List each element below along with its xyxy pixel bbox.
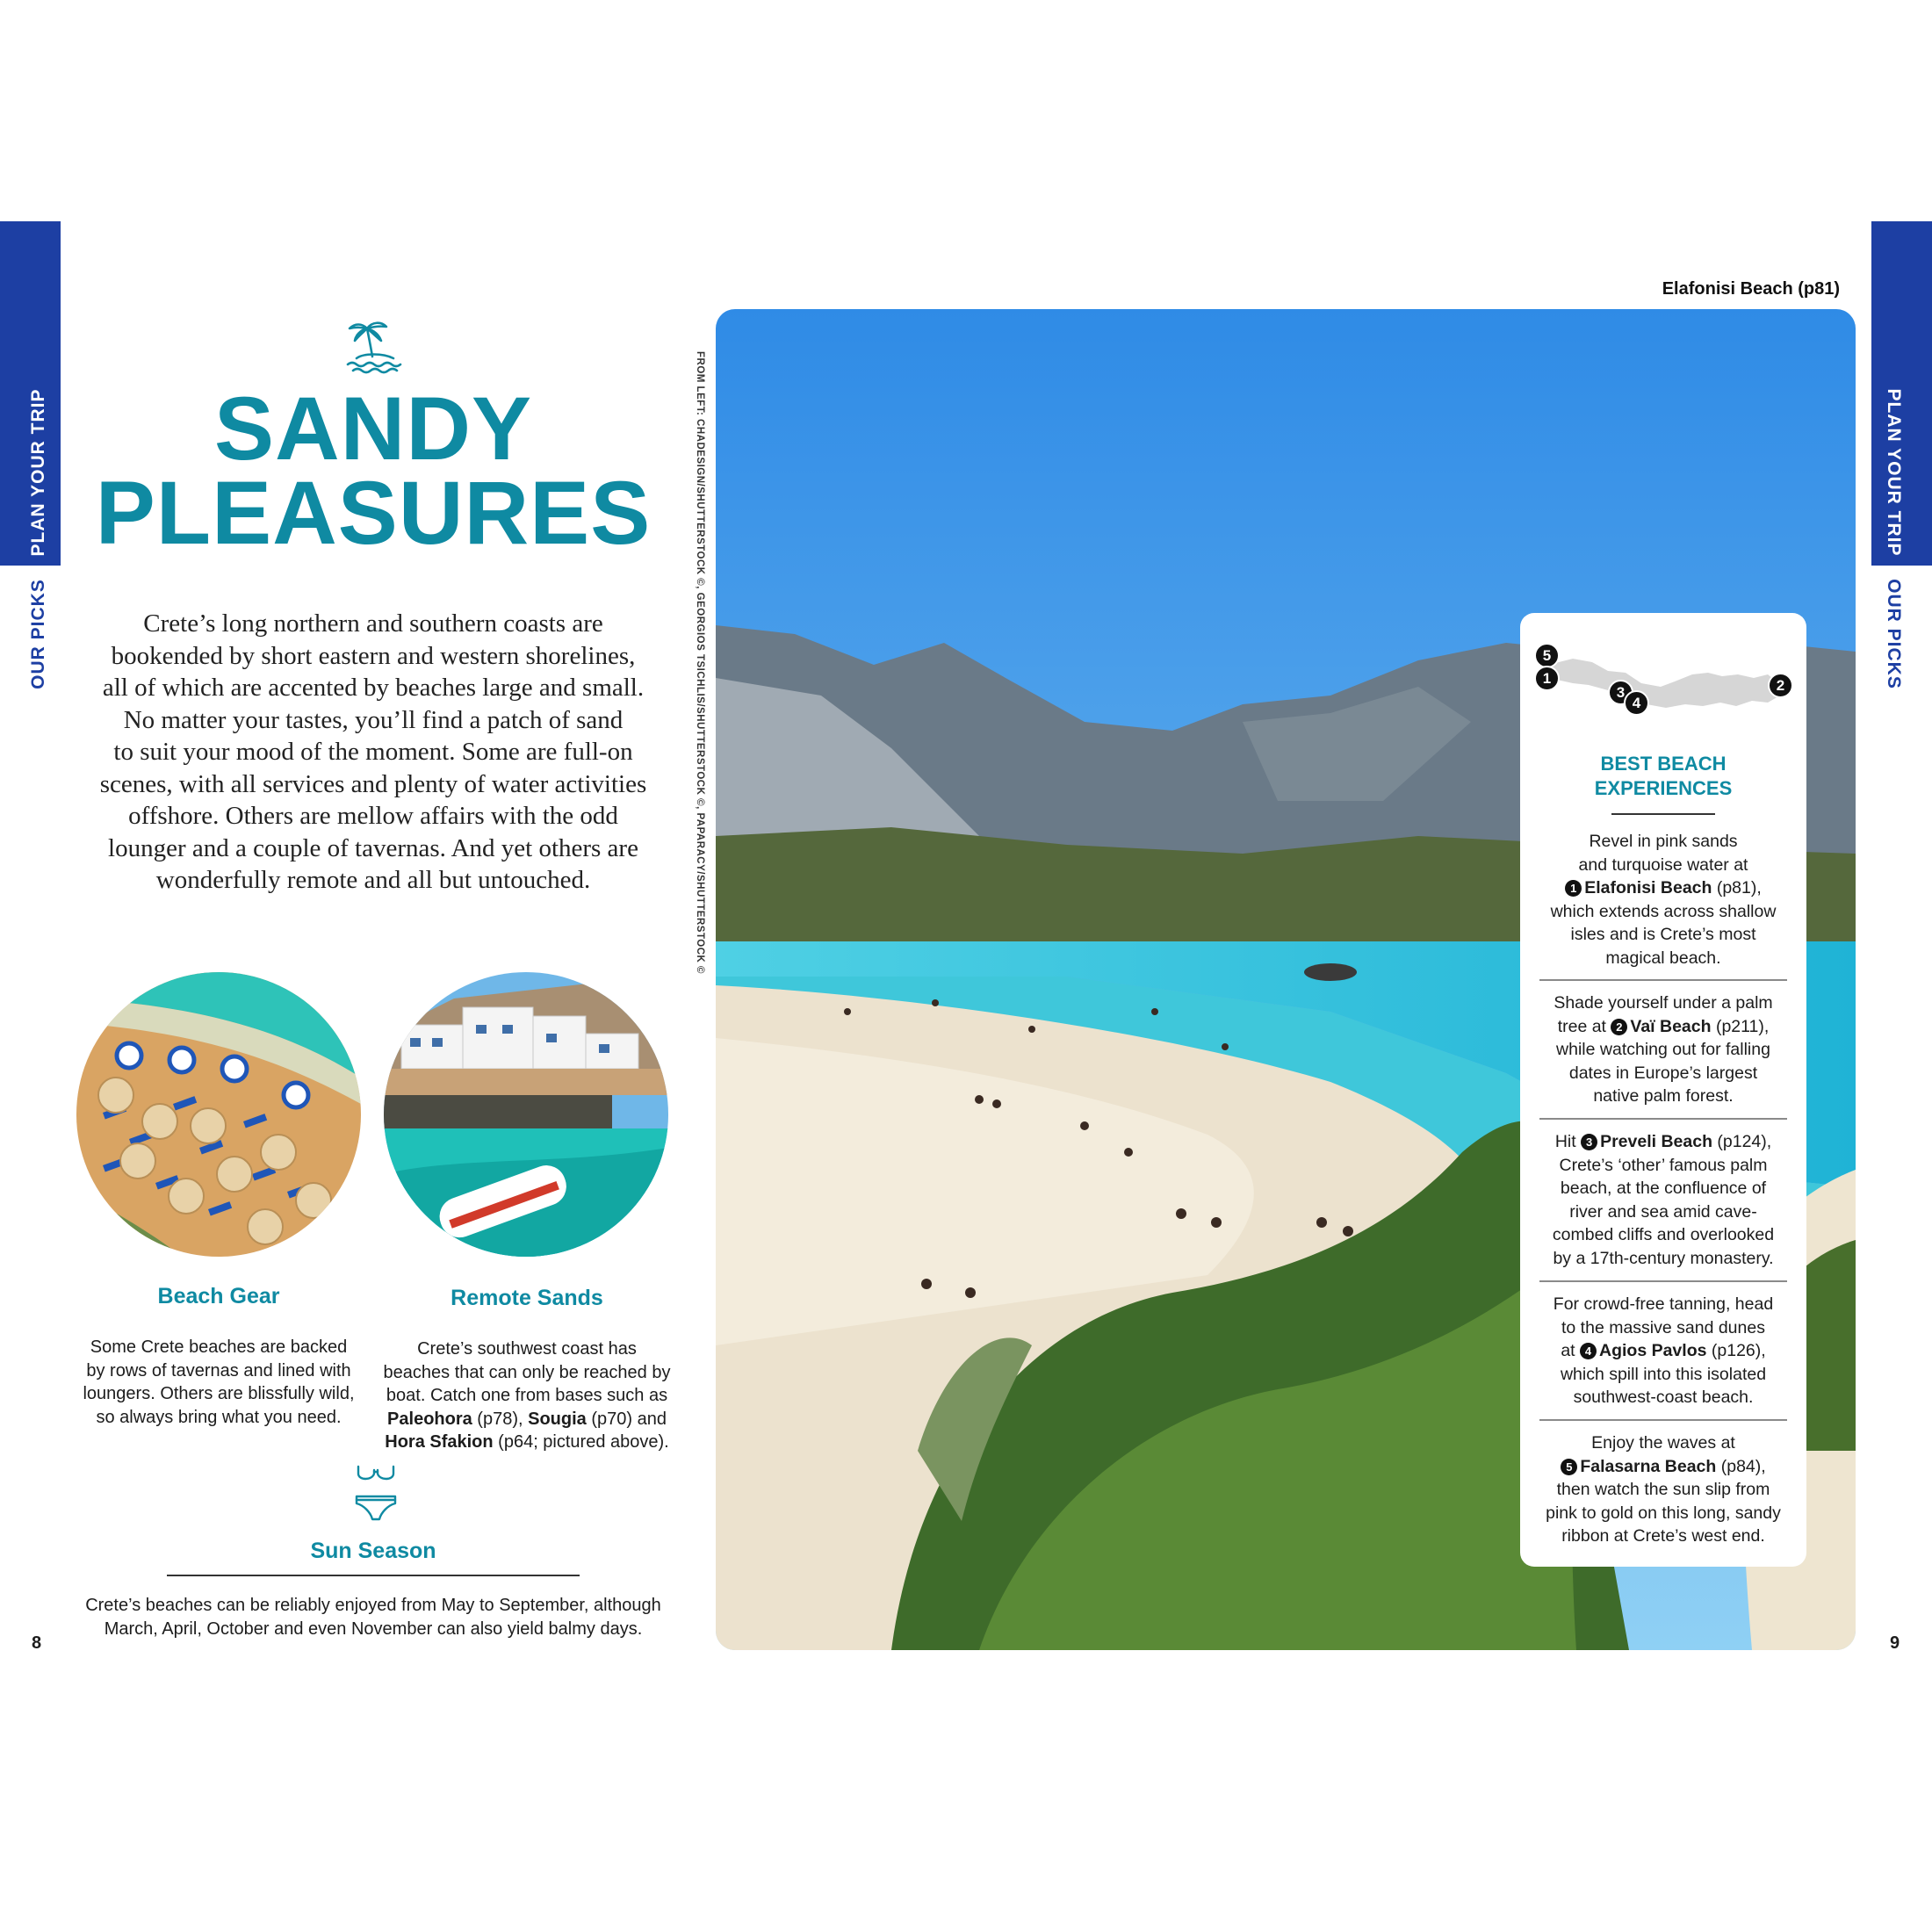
beach-gear-text <box>76 1336 361 1429</box>
remote-sands-photo <box>384 972 668 1257</box>
photo-credit: FROM LEFT: CHADESIGN/SHUTTERSTOCK ©, GEORGIOS TSICHLIS/SHUTTERSTOCK ©, PAPARACY/SHUTTERSTOCK © <box>695 351 705 974</box>
page-ref: (p84), <box>1716 1456 1766 1476</box>
text-line: pink to gold on this long, sandy <box>1546 1503 1781 1523</box>
page-number-left: 8 <box>32 1633 42 1653</box>
text-line <box>1539 1130 1787 1154</box>
card-item-elafonisi <box>1539 830 1787 970</box>
text-line <box>378 1431 676 1454</box>
beach-gear-heading: Beach Gear <box>157 1284 280 1308</box>
text-line: Crete’s beaches can be reliably enjoyed from May to September, although <box>85 1596 661 1615</box>
text-line <box>1539 876 1787 900</box>
number-badge: 3 <box>1581 1134 1597 1150</box>
text-line: Some Crete beaches are backed <box>90 1337 348 1357</box>
crete-map <box>1538 632 1792 720</box>
card-item-preveli <box>1539 1130 1787 1270</box>
place-hora-sfakion: Hora Sfakion <box>385 1432 494 1452</box>
beach-name: Vaï Beach <box>1630 1016 1712 1036</box>
place-paleohora: Paleohora <box>387 1409 472 1429</box>
text-line: magical beach. <box>1605 948 1721 968</box>
lead-text: Hit <box>1554 1132 1582 1151</box>
best-beach-card <box>1520 613 1806 1567</box>
text-line: beaches that can only be reached by <box>383 1362 671 1382</box>
card-divider <box>1539 979 1787 981</box>
text-line: beach, at the confluence of <box>1560 1179 1767 1198</box>
place-sougia: Sougia <box>528 1409 587 1429</box>
text-line: Revel in pink sands <box>1589 832 1738 851</box>
right-tab-our-picks: OUR PICKS <box>1884 579 1904 689</box>
text-line: river and sea amid cave- <box>1569 1201 1757 1222</box>
lead-text: at <box>1561 1341 1580 1360</box>
map-marker-4: 4 <box>1624 690 1649 716</box>
text-line: ribbon at Crete’s west end. <box>1561 1526 1765 1546</box>
text-line: Crete’s ‘other’ famous palm <box>1559 1155 1768 1175</box>
text-line: so always bring what you need. <box>96 1407 342 1427</box>
number-badge: 2 <box>1611 1019 1627 1035</box>
sun-season-text <box>35 1594 711 1640</box>
text-line: southwest-coast beach. <box>1573 1388 1754 1407</box>
remote-sands-heading: Remote Sands <box>451 1286 603 1310</box>
intro-line: all of which are accented by beaches large and small. <box>102 674 645 702</box>
card-divider <box>1539 1419 1787 1421</box>
number-badge: 5 <box>1561 1459 1577 1475</box>
intro-line: bookended by short eastern and western shorelines, <box>111 641 636 670</box>
intro-line: scenes, with all services and plenty of water activities <box>99 769 647 798</box>
text-line: boat. Catch one from bases such as <box>386 1386 668 1405</box>
page-ref: (p124), <box>1712 1132 1772 1151</box>
page-number-right: 9 <box>1890 1633 1900 1653</box>
text-line: For crowd-free tanning, head <box>1553 1294 1774 1314</box>
title-line-1: SANDY <box>213 378 533 479</box>
title-line-2: PLEASURES <box>95 463 652 563</box>
beach-name: Preveli Beach <box>1600 1132 1712 1151</box>
text-line <box>378 1408 676 1431</box>
card-heading-rule <box>1611 813 1715 815</box>
sun-season-heading: Sun Season <box>310 1539 436 1563</box>
card-heading-line: BEST BEACH <box>1600 753 1727 775</box>
text-line: combed cliffs and overlooked <box>1552 1225 1775 1244</box>
text-line <box>1539 1015 1787 1039</box>
page-ref: (p70) and <box>586 1409 667 1429</box>
page-ref: (p126), <box>1706 1341 1766 1360</box>
right-tab-plan-your-trip: PLAN YOUR TRIP <box>1884 388 1904 557</box>
intro-line: to suit your mood of the moment. Some are full-on <box>113 738 633 766</box>
number-badge: 4 <box>1580 1343 1597 1359</box>
card-item-falasarna <box>1539 1431 1787 1548</box>
map-marker-2: 2 <box>1768 673 1793 698</box>
text-line: to the massive sand dunes <box>1561 1317 1765 1337</box>
intro-paragraph <box>72 608 674 897</box>
card-divider <box>1539 1118 1787 1120</box>
page-ref: (p211), <box>1711 1016 1770 1036</box>
beach-name: Falasarna Beach <box>1580 1456 1717 1476</box>
lead-text: tree at <box>1557 1016 1611 1036</box>
text-line: Shade yourself under a palm <box>1554 993 1773 1013</box>
intro-line: Crete’s long northern and southern coasts are <box>143 609 603 638</box>
text-line: native palm forest. <box>1593 1086 1734 1106</box>
page-ref: (p78), <box>472 1409 529 1429</box>
remote-sands-text <box>378 1337 676 1454</box>
text-line: by rows of tavernas and lined with <box>86 1360 351 1381</box>
page-title <box>0 378 746 563</box>
text-line: dates in Europe’s largest <box>1568 1063 1758 1083</box>
text-line: isles and is Crete’s most <box>1570 925 1756 944</box>
card-item-vai <box>1539 991 1787 1108</box>
map-marker-3: 3 <box>1608 680 1633 705</box>
text-line <box>1539 1455 1787 1479</box>
text-line: loungers. Others are blissfully wild, <box>83 1384 355 1403</box>
text-line: March, April, October and even November can also yield balmy days. <box>104 1618 643 1639</box>
card-divider <box>1539 1280 1787 1282</box>
text-line: Crete’s southwest coast has <box>417 1339 637 1359</box>
text-line: while watching out for falling <box>1556 1040 1770 1059</box>
text-line: and turquoise water at <box>1578 854 1748 875</box>
page-ref: (p81), <box>1712 878 1762 898</box>
intro-line: offshore. Others are mellow affairs with the odd <box>128 802 618 830</box>
beach-name: Agios Pavlos <box>1599 1341 1707 1360</box>
card-heading <box>1520 752 1806 801</box>
number-badge: 1 <box>1565 880 1582 897</box>
text-line: which spill into this isolated <box>1560 1364 1767 1384</box>
text-line: then watch the sun slip from <box>1556 1480 1770 1499</box>
text-line <box>1539 1339 1787 1363</box>
left-tab-our-picks: OUR PICKS <box>28 579 48 689</box>
palm-island-icon <box>341 314 406 379</box>
text-line: which extends across shallow <box>1550 901 1777 921</box>
beach-gear-photo <box>76 972 361 1257</box>
text-line: by a 17th-century monastery. <box>1553 1248 1774 1268</box>
map-marker-1: 1 <box>1534 666 1560 691</box>
card-heading-line: EXPERIENCES <box>1594 777 1733 799</box>
intro-line: wonderfully remote and all but untouched. <box>155 866 591 894</box>
photo-caption: Elafonisi Beach (p81) <box>1662 279 1840 299</box>
intro-line: No matter your tastes, you’ll find a patch of sand <box>123 705 624 734</box>
card-item-agios-pavlos <box>1539 1293 1787 1409</box>
left-tab-plan-your-trip: PLAN YOUR TRIP <box>28 388 48 557</box>
swimsuit-icon <box>353 1461 399 1526</box>
page-ref: (p64; pictured above). <box>493 1432 669 1452</box>
beach-name: Elafonisi Beach <box>1584 878 1712 898</box>
text-line: Enjoy the waves at <box>1591 1433 1735 1453</box>
map-marker-5: 5 <box>1534 643 1560 668</box>
intro-line: lounger and a couple of tavernas. And yet others are <box>108 833 638 862</box>
sun-season-rule <box>167 1575 580 1576</box>
